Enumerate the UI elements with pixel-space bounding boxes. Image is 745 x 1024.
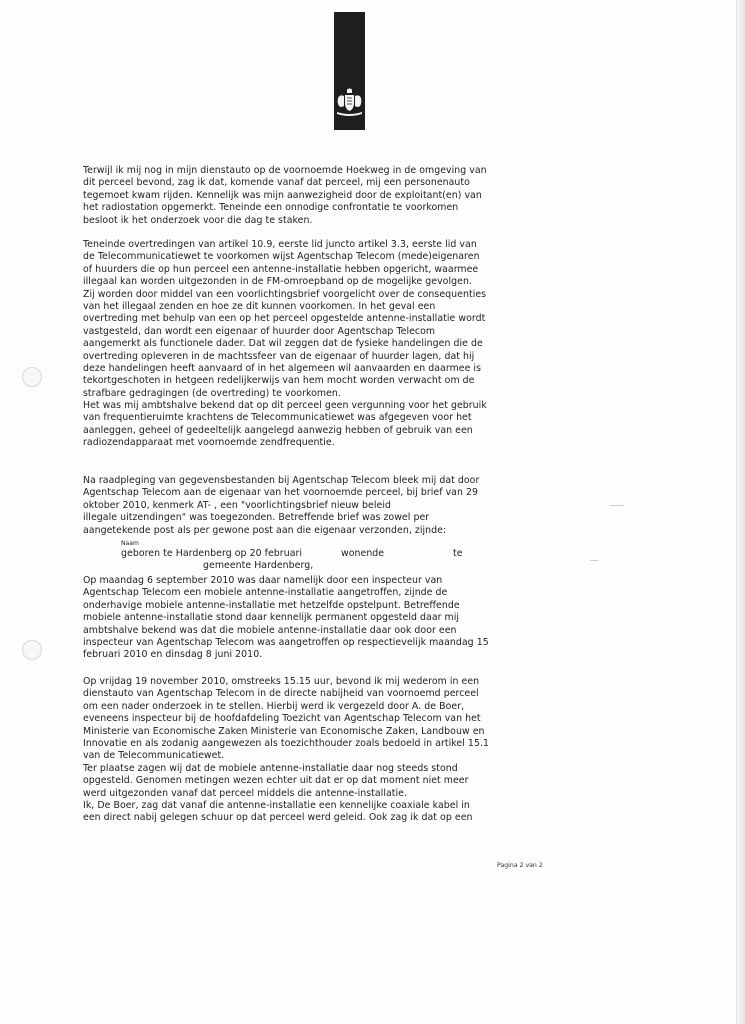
coat-of-arms-icon <box>334 88 365 120</box>
rijksoverheid-logo-bar <box>334 12 365 130</box>
text-line: Op vrijdag 19 november 2010, omstreeks 15.15 uur, bevond ik mij wederom in een <box>83 676 480 687</box>
text-line: werd uitgezonden vanaf dat perceel middels die antenne-installatie. <box>83 787 408 799</box>
text-line: Innovatie en als zodanig aangewezen als toezichthouder zoals bedoeld in artikel 15.1 <box>83 737 490 749</box>
address-line-2 <box>83 560 503 572</box>
scan-mark <box>610 505 624 506</box>
text-line: mobiele antenne-installatie stond daar kennelijk permanent opgesteld daar mij <box>83 612 460 624</box>
text-line: de Telecommunicatiewet te voorkomen wijst Agentschap Telecom (mede)eigenaren <box>83 251 480 263</box>
text-line: tegemoet kwam rijden. Kennelijk was mijn aanwezigheid door de exploitant(en) van <box>83 189 482 201</box>
text-line: Agentschap Telecom een mobiele antenne-installatie aangetroffen, zijnde de <box>83 587 448 599</box>
text-line: dit perceel bevond, zag ik dat, komende vanaf dat perceel, mij een personenauto <box>83 177 470 189</box>
text-line: of huurders die op hun perceel een antenne-installatie hebben opgericht, waarmee <box>83 263 479 275</box>
text-line: Ministerie van Economische Zaken Ministerie van Economische Zaken, Landbouw en <box>83 725 485 737</box>
wonende-text: wonende <box>341 548 385 559</box>
address-line-1 <box>83 548 503 560</box>
text-line: aangemerkt als functionele dader. Dat wil zeggen dat de fysieke handelingen die de <box>83 338 483 350</box>
text-line: deze handelingen heeft aanvaard of in het algemeen wil aanvaarden en daarmee is <box>83 362 482 374</box>
paragraph-3 <box>83 475 503 537</box>
text-line: ambtshalve bekend was dat die mobiele antenne-installatie daar ook door een <box>83 624 457 636</box>
text-line: radiozendapparaat met voornoemde zendfrequentie. <box>83 437 335 449</box>
te-text: te <box>453 548 463 559</box>
text-line: eveneens inspecteur bij de hoofdafdeling Toezicht van Agentschap Telecom van het <box>83 713 481 725</box>
text-line: vastgesteld, dan wordt een eigenaar of huurder door Agentschap Telecom <box>83 325 436 337</box>
text-line: onderhavige mobiele antenne-installatie met hetzelfde opstelpunt. Betreffende <box>83 599 460 611</box>
text-line: dienstauto van Agentschap Telecom in de directe nabijheid van voornoemd perceel <box>83 688 479 700</box>
paragraph-1 <box>83 165 503 227</box>
text-line: van het illegaal zenden en hoe ze dit kunnen voorkomen. In het geval een <box>83 300 436 312</box>
page-number: Pagina 2 van 2 <box>497 862 543 869</box>
text-line: een direct nabij gelegen schuur op dat perceel werd geleid. Ook zag ik dat op een <box>83 812 473 824</box>
address-block <box>83 540 503 573</box>
born-text: geboren te Hardenberg op 20 februari <box>121 548 303 559</box>
text-line: van de Telecommunicatiewet. <box>83 750 225 762</box>
text-line: Op maandag 6 september 2010 was daar namelijk door een inspecteur van <box>83 575 443 586</box>
text-line: aanleggen, geheel of gedeeltelijk aangelegd aanwezig hebben of gebruik van een <box>83 424 473 436</box>
text-line: illegale uitzendingen" was toegezonden. Betreffende brief was zowel per <box>83 512 430 524</box>
naam-label: Naam <box>121 540 139 547</box>
text-line: tekortgeschoten in hetgeen redelijkerwijs van hem mocht worden verwacht om de <box>83 375 475 387</box>
text-line: februari 2010 en dinsdag 8 juni 2010. <box>83 649 263 661</box>
text-line: overtreding opleveren in de machtssfeer van de eigenaar of huurder lagen, dat hij <box>83 350 475 362</box>
punch-hole <box>22 367 42 387</box>
text-line: strafbare gedragingen (de overtreding) te voorkomen. <box>83 387 341 399</box>
text-line: illegaal kan worden uitgezonden in de FM-omroepband op de mogelijke gevolgen. <box>83 276 472 288</box>
paragraph-2 <box>83 239 503 450</box>
text-line: van frequentieruimte krachtens de Telecommunicatiewet was afgegeven voor het <box>83 412 472 424</box>
text-line: Terwijl ik mij nog in mijn dienstauto op de voornoemde Hoekweg in de omgeving van <box>83 165 487 176</box>
page-edge-shadow <box>736 0 745 1024</box>
text-line: overtreding met behulp van een op het perceel opgestelde antenne-installatie wordt <box>83 313 486 325</box>
text-line: Het was mij ambtshalve bekend dat op dit perceel geen vergunning voor het gebruik <box>83 400 487 412</box>
scan-mark <box>590 560 598 561</box>
text-line: Agentschap Telecom aan de eigenaar van het voornoemde perceel, bij brief van 29 <box>83 487 479 499</box>
text-line: Ik, De Boer, zag dat vanaf die antenne-installatie een kennelijke coaxiale kabel in <box>83 799 470 811</box>
text-line: Na raadpleging van gegevensbestanden bij Agentschap Telecom bleek mij dat door <box>83 475 480 486</box>
punch-hole <box>22 640 42 660</box>
text-line: Teneinde overtredingen van artikel 10.9, eerste lid juncto artikel 3.3, eerste lid van <box>83 239 477 250</box>
text-line: inspecteur van Agentschap Telecom was aangetroffen op respectievelijk maandag 15 <box>83 636 489 648</box>
text-line: om een nader onderzoek in te stellen. Hierbij werd ik vergezeld door A. de Boer, <box>83 700 465 712</box>
text-line: opgesteld. Genomen metingen wezen echter uit dat er op dat moment niet meer <box>83 775 469 787</box>
text-line: besloot ik het onderzoek voor die dag te staken. <box>83 214 313 226</box>
text-line: het radiostation opgemerkt. Teneinde een onnodige confrontatie te voorkomen <box>83 202 459 214</box>
text-line: Zij worden door middel van een voorlichtingsbrief voorgelicht over de consequenties <box>83 288 487 300</box>
text-line: aangetekende post als per gewone post aan die eigenaar verzonden, zijnde: <box>83 524 447 536</box>
paragraph-4 <box>83 575 503 662</box>
gemeente-text: gemeente Hardenberg, <box>203 560 314 572</box>
text-line: Ter plaatse zagen wij dat de mobiele antenne-installatie daar nog steeds stond <box>83 762 458 774</box>
text-line: oktober 2010, kenmerk AT- , een "voorlichtingsbrief nieuw beleid <box>83 499 392 511</box>
paragraph-5 <box>83 676 503 825</box>
